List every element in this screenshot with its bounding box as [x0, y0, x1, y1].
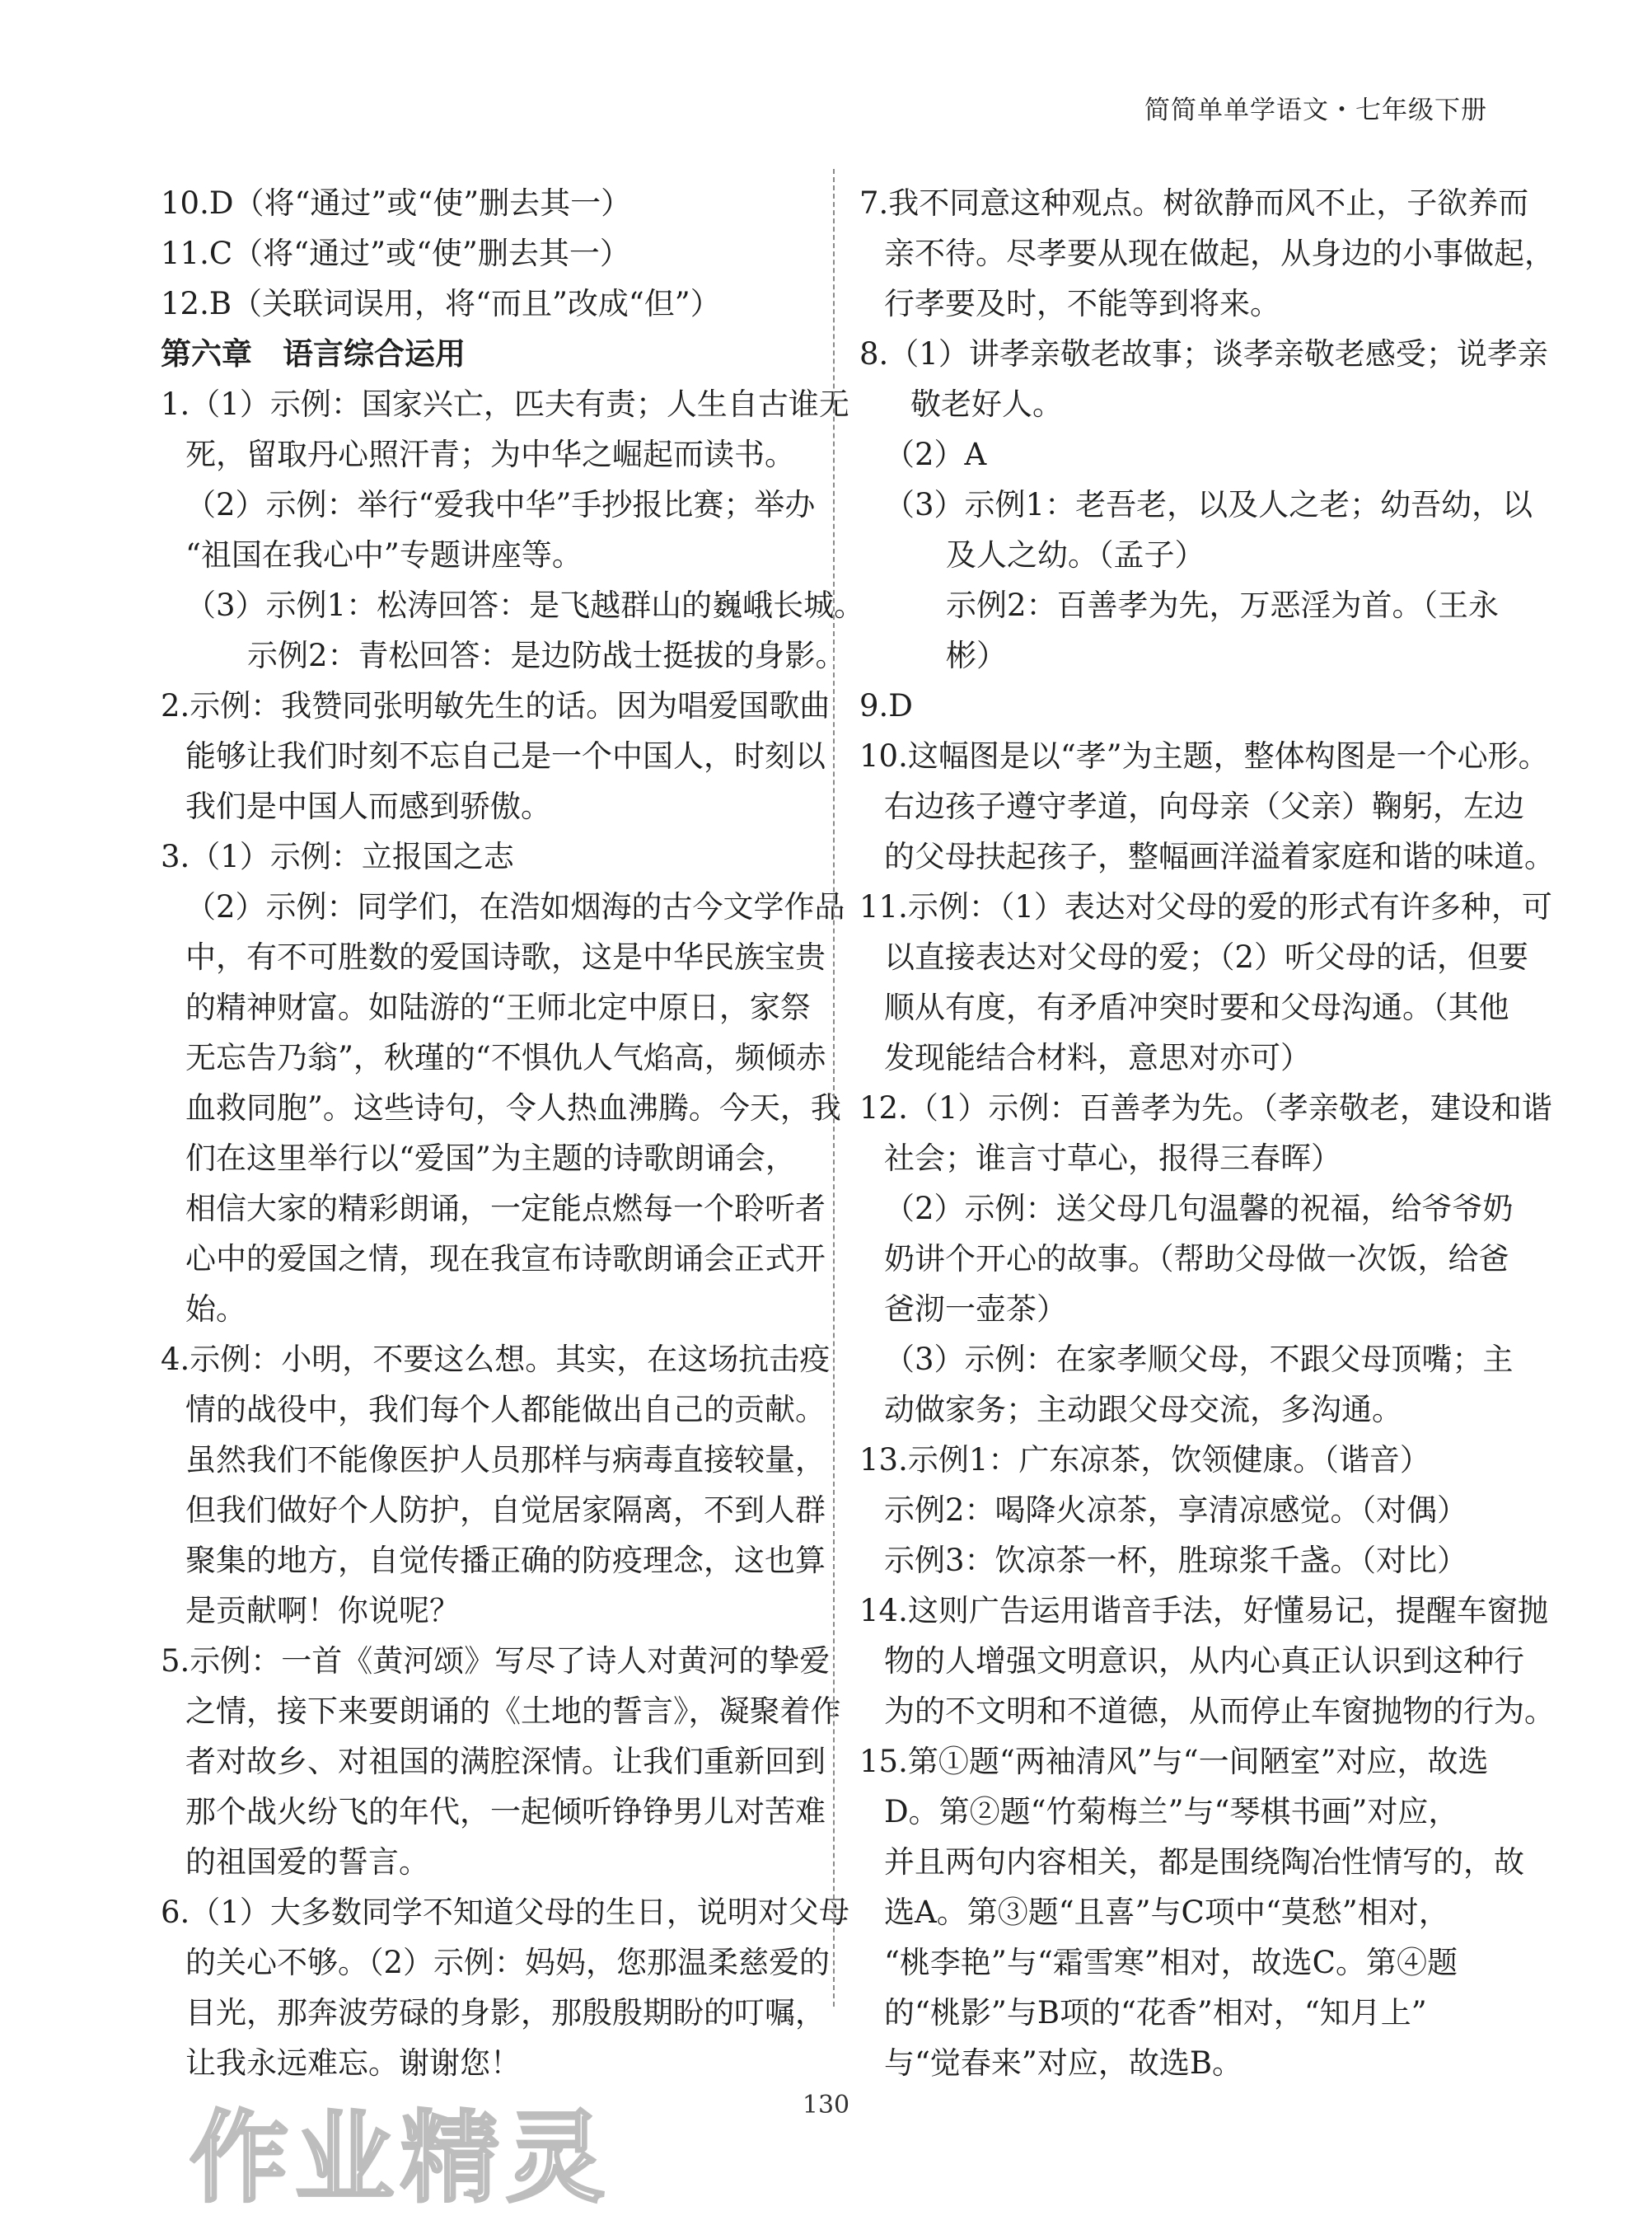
text-line: “祖国在我心中”专题讲座等。 [185, 537, 583, 573]
text-line: 发现能结合材料，意思对亦可） [884, 1040, 1311, 1075]
text-line: 那个战火纷飞的年代，一起倾听铮铮男儿对苦难 [185, 1794, 826, 1829]
text-line: 12.B（关联词误用，将“而且”改成“但”） [161, 286, 721, 321]
text-line: 动做家务；主动跟父母交流，多沟通。 [884, 1392, 1402, 1427]
text-line: 聚集的地方，自觉传播正确的防疫理念，这也算 [185, 1543, 826, 1578]
text-line: 15.第①题“两袖清风”与“一间陋室”对应，故选 [859, 1744, 1489, 1779]
text-line: 及人之幼。（孟子） [946, 537, 1205, 573]
text-line: 12.（1）示例：百善孝为先。（孝亲敬老，建设和谐 [859, 1090, 1552, 1126]
text-line: 虽然我们不能像医护人员那样与病毒直接较量， [185, 1442, 826, 1478]
text-line: 始。 [185, 1291, 246, 1327]
text-line: 顺从有度，有矛盾冲突时要和父母沟通。（其他 [884, 990, 1509, 1025]
text-line: （2）示例：举行“爱我中华”手抄报比赛；举办 [185, 487, 816, 522]
text-line: 2.示例：我赞同张明敏先生的话。因为唱爱国歌曲 [161, 688, 831, 724]
text-line: 9.D [859, 688, 913, 724]
svg-text:作业精灵: 作业精灵 [190, 2101, 611, 2213]
text-line: 之情，接下来要朗诵的《土地的誓言》，凝聚着作 [185, 1693, 841, 1729]
text-line: 右边孩子遵守孝道，向母亲（父亲）鞠躬，左边 [884, 789, 1524, 824]
text-line: 亲不待。尽孝要从现在做起，从身边的小事做起， [884, 236, 1555, 271]
text-line: 爸沏一壶茶） [884, 1291, 1067, 1327]
text-line: 的关心不够。（2）示例：妈妈，您那温柔慈爱的 [185, 1945, 831, 1980]
text-line: 7.我不同意这种观点。树欲静而风不止，子欲养而 [859, 185, 1529, 221]
text-line: 死，留取丹心照汗青；为中华之崛起而读书。 [185, 437, 795, 472]
text-line: （2）示例：送父母几句温馨的祝福，给爷爷奶 [884, 1191, 1514, 1226]
text-line: 物的人增强文明意识，从内心真正认识到这种行 [884, 1643, 1524, 1679]
text-line: 示例3：饮凉茶一杯，胜琼浆千盏。（对比） [884, 1543, 1468, 1578]
text-line: 示例2：百善孝为先，万恶淫为首。（王永 [946, 588, 1500, 623]
text-line: 8.（1）讲孝亲敬老故事；谈孝亲敬老感受；说孝亲 [859, 336, 1548, 372]
left-column [161, 178, 865, 2088]
text-line: 5.示例：一首《黄河颂》写尽了诗人对黄河的挚爱 [161, 1643, 831, 1679]
text-line: 13.示例1：广东凉茶，饮领健康。（谐音） [859, 1442, 1430, 1478]
text-line: 4.示例：小明，不要这么想。其实，在这场抗击疫 [161, 1342, 831, 1377]
text-line: 的精神财富。如陆游的“王师北定中原日，家祭 [185, 990, 811, 1025]
text-line: 中，有不可胜数的爱国诗歌，这是中华民族宝贵 [185, 939, 826, 975]
text-line: 我们是中国人而感到骄傲。 [185, 789, 551, 824]
text-line: D。第②题“竹菊梅兰”与“琴棋书画”对应， [884, 1794, 1459, 1829]
text-line: 让我永远难忘。谢谢您！ [185, 2045, 521, 2081]
text-line: 11.示例：（1）表达对父母的爱的形式有许多种，可 [859, 889, 1552, 925]
text-line: 情的战役中，我们每个人都能做出自己的贡献。 [185, 1392, 826, 1427]
text-line: 1.（1）示例：国家兴亡，匹夫有责；人生自古谁无 [161, 386, 849, 422]
text-line: 血救同胞”。这些诗句，令人热血沸腾。今天，我 [185, 1090, 841, 1126]
text-line: 能够让我们时刻不忘自己是一个中国人，时刻以 [185, 738, 826, 774]
text-line: （3）示例1：松涛回答：是飞越群山的巍峨长城。 [185, 588, 865, 623]
text-line: 的祖国爱的誓言。 [185, 1844, 429, 1880]
text-line: 无忘告乃翁”，秋瑾的“不惧仇人气焰高，频倾赤 [185, 1040, 826, 1075]
text-line: 选A。第③题“且喜”与C项中“莫愁”相对， [884, 1895, 1449, 1930]
text-line: （3）示例1：老吾老，以及人之老；幼吾幼，以 [884, 487, 1533, 522]
text-line: 与“觉春来”对应，故选B。 [884, 2045, 1243, 2081]
text-line: 敬老好人。 [910, 386, 1063, 422]
text-line: 心中的爱国之情，现在我宣布诗歌朗诵会正式开 [185, 1241, 826, 1276]
text-line: 示例2：青松回答：是边防战士挺拔的身影。 [247, 638, 846, 673]
text-line: 但我们做好个人防护，自觉居家隔离，不到人群 [185, 1492, 826, 1528]
text-line: 以直接表达对父母的爱；（2）听父母的话，但要 [884, 939, 1529, 975]
text-line: 是贡献啊！你说呢？ [185, 1593, 460, 1628]
text-line: 彬） [946, 638, 1007, 673]
text-line: 11.C（将“通过”或“使”删去其一） [161, 236, 630, 271]
text-line: 们在这里举行以“爱国”为主题的诗歌朗诵会， [185, 1141, 796, 1176]
text-line: 为的不文明和不道德，从而停止车窗抛物的行为。 [884, 1693, 1555, 1729]
right-column [859, 178, 1555, 2088]
text-line: 相信大家的精彩朗诵，一定能点燃每一个聆听者 [185, 1191, 826, 1226]
text-line: 10.D（将“通过”或“使”删去其一） [161, 185, 632, 221]
text-line: 行孝要及时，不能等到将来。 [884, 286, 1280, 321]
text-line: （2）示例：同学们，在浩如烟海的古今文学作品 [185, 889, 845, 925]
text-line: 奶讲个开心的故事。（帮助父母做一次饭，给爸 [884, 1241, 1509, 1276]
text-line: 社会；谁言寸草心，报得三春晖） [884, 1141, 1341, 1176]
text-line: （3）示例：在家孝顺父母，不跟父母顶嘴；主 [884, 1342, 1514, 1377]
text-line: 目光，那奔波劳碌的身影，那殷殷期盼的叮嘱， [185, 1995, 826, 2031]
text-line: 并且两句内容相关，都是围绕陶冶性情写的，故 [884, 1844, 1524, 1880]
text-line: 的“桃影”与B项的“花香”相对，“知月上” [884, 1995, 1427, 2031]
text-line: 6.（1）大多数同学不知道父母的生日，说明对父母 [161, 1895, 849, 1930]
section-heading: 第六章 语言综合运用 [161, 336, 466, 372]
text-line: 示例2：喝降火凉茶，享清凉感觉。（对偶） [884, 1492, 1468, 1528]
header-title: 简简单单学语文・七年级下册 [1144, 96, 1487, 125]
column-divider [833, 169, 835, 2007]
text-line: 3.（1）示例：立报国之志 [161, 839, 514, 874]
text-line: 14.这则广告运用谐音手法，好懂易记，提醒车窗抛 [859, 1593, 1548, 1628]
text-line: （2）A [884, 437, 987, 472]
text-line: 的父母扶起孩子，整幅画洋溢着家庭和谐的味道。 [884, 839, 1555, 874]
watermark-logo [190, 2097, 684, 2213]
page-number: 130 [802, 2091, 850, 2120]
text-line: 者对故乡、对祖国的满腔深情。让我们重新回到 [185, 1744, 826, 1779]
text-line: “桃李艳”与“霜雪寒”相对，故选C。第④题 [884, 1945, 1458, 1980]
text-line: 10.这幅图是以“孝”为主题，整体构图是一个心形。 [859, 738, 1549, 774]
